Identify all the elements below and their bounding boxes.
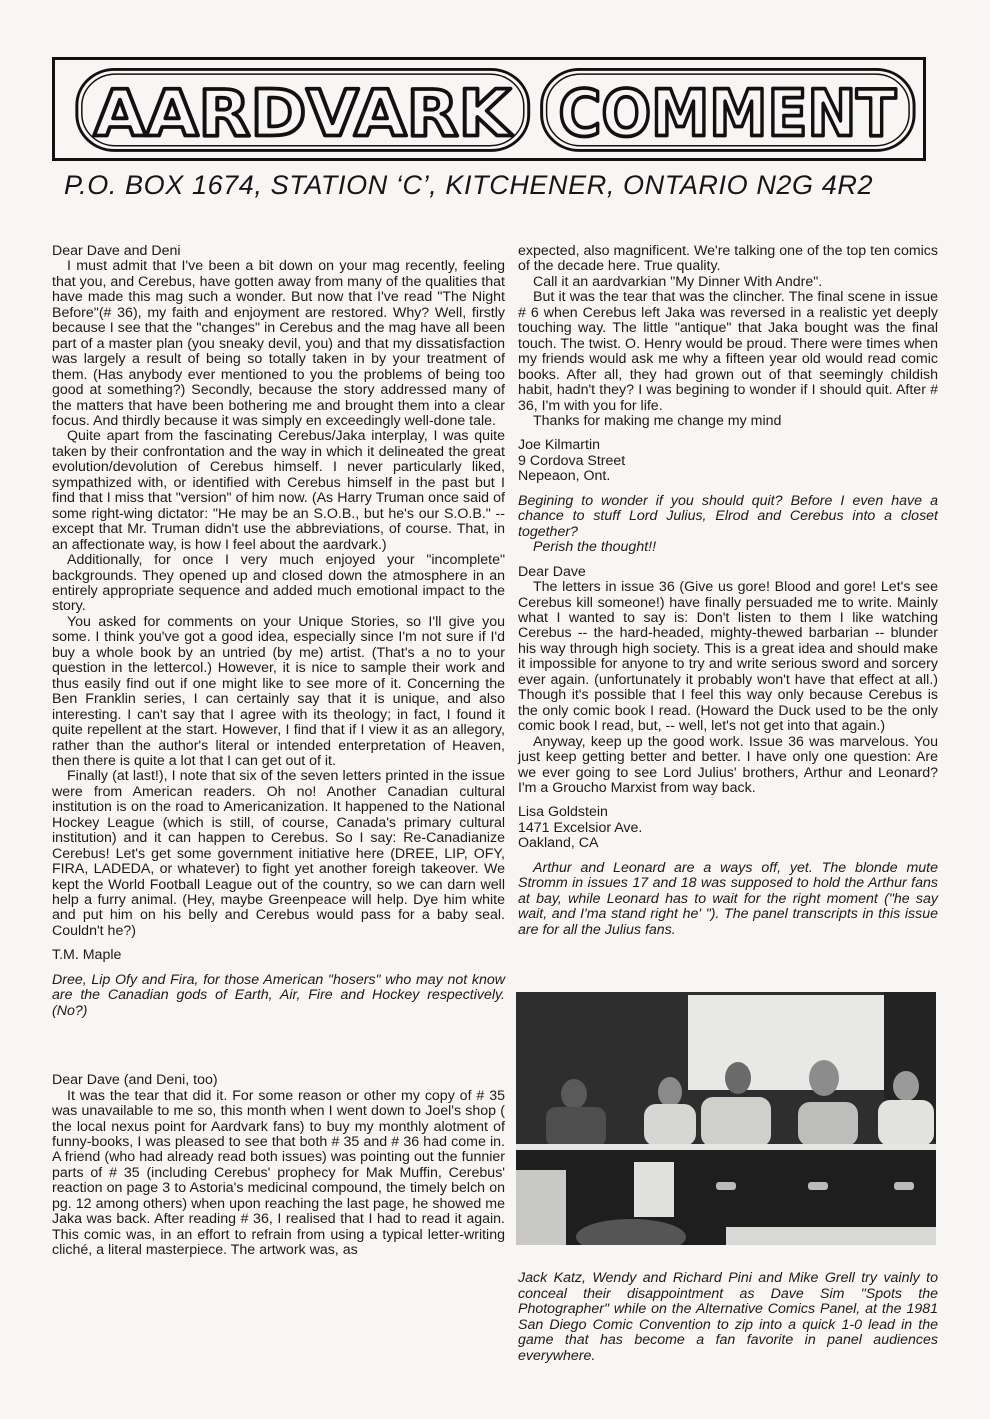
letter-joe-kilmartin-part-2 bbox=[518, 244, 938, 556]
masthead-title-box bbox=[52, 57, 926, 161]
letter-paragraph: Additionally, for once I very much enjoyed your "incomplete" backgrounds. They opened up and closed down the atmosphere in an entirely appropriate sequence and added much emotional impact to the story. bbox=[52, 552, 505, 615]
mailing-address: P.O. BOX 1674, STATION ‘C’, KITCHENER, ONTARIO N2G 4R2 bbox=[64, 170, 874, 200]
photo-caption: Jack Katz, Wendy and Richard Pini and Mike Grell try vainly to conceal their disappointment as Dave Sim "Spots the Photographer" while on the Alternative Comics Panel, at the 1981 San Diego Comic Convention to zip into a quick 1-0 lead in the game that has become a fan favorite in panel audiences everywhere. bbox=[518, 1270, 938, 1364]
letter-paragraph: Quite apart from the fascinating Cerebus/Jaka interplay, I was quite taken by their confrontation and the way in which it delineated the great evolution/devolution of Cerebus himself. I never particularly liked, sympathized with, or identified with Cerebus himself in the past but I find that I miss that "version" of him now. (As Harry Truman once said of some right-wing dictator: "He may be an S.O.B., but he's our S.O.B." -- except that Mr. Truman didn't use the abbreviations, of course. That, in an affectionate way, is how I feel about the aardvark.) bbox=[52, 428, 505, 553]
right-column bbox=[518, 244, 938, 938]
letter-paragraph: Finally (at last!), I note that six of the seven letters printed in the issue were from American readers. Oh no! Another Canadian cultural institution is on the road to Americanization. It happened to the National Hockey League (which is still, of course, Canada's primary cultural institution) and it can happen to Cerebus. So I say: Re-Canadianize Cerebus! Let's get some government initiative here (DREE, LIP, OFY, FIRA, LADEDA, or whatever) to fight yet another foreigh takeover. We kept the World Football League out of the country, so we can darn well help a furry animal. (Hey, maybe Greenpeace will help. Dye him white and put him on his belly and Cerebus would pass for a baby seal. Couldn't he?) bbox=[52, 768, 505, 939]
editor-reply-followup: Perish the thought!! bbox=[533, 539, 657, 556]
letter-paragraph: It was the tear that did it. For some reason or other my copy of # 35 was unavailable to me so, this month when I went down to Joel's shop ( the local nexus point for Aardvark fans) to buy my monthly alotment of funny-books, I was pleased to see that both # 35 and # 36 had come in. A friend (who had already read both issues) was pointing out the funnier parts of # 35 (including Cerebus' prophecy for Mak Muffin, Cerebus' reaction on page 3 to Astoria's medicinal compound, the timely belch on pg. 12 among others) when upon reaching the last page, he showed me Jaka was back. After reading # 36, I realised that I had to read it again. This comic was, in an effort to refrain from using a typical letter-writing cliché, a literal masterpiece. The artwork was, as bbox=[52, 1087, 505, 1259]
left-column bbox=[52, 244, 505, 1259]
letter-signature bbox=[52, 948, 505, 963]
svg-text:AARDVARK: AARDVARK bbox=[93, 76, 513, 151]
letter-salutation: Dear Dave (and Deni, too) bbox=[52, 1072, 218, 1089]
letter-paragraph: I must admit that I've been a bit down on your mag recently, feeling that you, and Cerebus, have gotten away from many of the qualities that have made this mag such a wonder. But now that I've read "The Night Before"(# 36), my faith and enjoyment are restored. Why? Well, firstly because I see that the "changes" in Cerebus and the mag have all been part of a master plan (you sneaky devil, you) and that my dissatisfaction was largely a result of being so totally taken in by your treatment of them. (Has anybody ever mentioned to you the problems of being too good at something?) Secondly, because the story addressed many of the matters that have been bothering me and brought them into a clear focus. And thirdly because it was simply en exceedingly well-done tale. bbox=[52, 258, 505, 429]
editor-reply: Dree, Lip Ofy and Fira, for those American "hosers" who may not know are the Canadian gods of Earth, Air, Fire and Hockey respectively. (No?) bbox=[52, 971, 505, 1019]
signature-street: 9 Cordova Street bbox=[518, 452, 626, 469]
letter-tm-maple bbox=[52, 244, 505, 1019]
signature-name: Joe Kilmartin bbox=[518, 437, 601, 454]
letter-signature bbox=[518, 438, 938, 484]
letter-paragraph: You asked for comments on your Unique Stories, so I'll give you some. I think you've got a good idea, especially since I'm not sure if I'd buy a whole book by an untried (by me) artist. (That's a no to your question in the lettercol.) However, it is nice to sample their work and thus easily find out if one might like to see more of it. Concerning the Ben Franklin series, I can certainly say that it is unique, and also interesting. I can't say that I agree with its theology; in fact, I found it quite repellent at the start. However, I find that if I view it as an allegory, rather than the author's literal or intended enterpretation of Heaven, then there is quite a lot that I can get out of it. bbox=[52, 613, 505, 769]
letter-paragraph: The letters in issue 36 (Give us gore! Blood and gore! Let's see Cerebus kill someone!) have finally persuaded me to write. Mainly what I wanted to say is: Don't listen to them I like watching Cerebus -- the hard-headed, mighty-thewed barbarian -- blunder his way through high society. This is a great idea and should make it impossible for anyone to try and write serious sword and sorcery ever again. (unfortunately it probably won't have that effect at all.) Though it's possible that I feel this way only because Cerebus is the only comic book I read. (Howard the Duck used to be the only comic book I read, but, -- well, let's not get into that again.) bbox=[518, 579, 938, 735]
signature-city: Nepeaon, Ont. bbox=[518, 468, 611, 485]
letter-paragraph: Thanks for making me change my mind bbox=[533, 412, 782, 429]
letter-lisa-goldstein bbox=[518, 565, 938, 938]
letter-signature bbox=[518, 805, 938, 851]
signature-name: T.M. Maple bbox=[52, 947, 122, 964]
signature-street: 1471 Excelsior Ave. bbox=[518, 819, 643, 836]
letter-paragraph: Anyway, keep up the good work. Issue 36 was marvelous. You just keep getting better and better. I have only one question: Are we ever going to see Lord Julius' brothers, Arthur and Leonard? I'm a Groucho Marxist from way back. bbox=[518, 733, 938, 796]
editor-reply: Arthur and Leonard are a ways off, yet. The blonde mute Stromm in issues 17 and 18 was supposed to hold the Arthur fans at bay, while Leonard has to wait for the right moment ("he say wait, and I'ma stand right he' "). The panel transcripts in this issue are for all the Julius fans. bbox=[518, 859, 938, 938]
letter-joe-kilmartin-part-1 bbox=[52, 1073, 505, 1258]
aardvark-comment-logo bbox=[55, 60, 923, 158]
letter-paragraph: expected, also magnificent. We're talking one of the top ten comics of the decade here. True quality. bbox=[518, 243, 938, 275]
panel-photo-image bbox=[516, 992, 936, 1245]
svg-text:COMMENT: COMMENT bbox=[558, 76, 897, 151]
signature-name: Lisa Goldstein bbox=[518, 804, 608, 821]
letter-salutation: Dear Dave bbox=[518, 563, 586, 580]
convention-panel-photo bbox=[516, 992, 936, 1245]
letter-paragraph: Call it an aardvarkian "My Dinner With Andre". bbox=[533, 273, 823, 290]
signature-city: Oakland, CA bbox=[518, 835, 599, 852]
letter-salutation: Dear Dave and Deni bbox=[52, 243, 181, 259]
letter-paragraph: But it was the tear that was the clincher. The final scene in issue # 6 when Cerebus left Jaka was reversed in a realistic yet deeply touching way. The little "antique" that Jaka bought was the final touch. The twist. O. Henry would be proud. There were times when my friends would ask me why a fifteen year old would read comic books. After all, they had grown out of that seemingly childish habit, hadn't they? I was begining to wonder if I should quit. After # 36, I'm with you for life. bbox=[518, 289, 938, 414]
editor-reply: Begining to wonder if you should quit? Before I even have a chance to stuff Lord Julius, Elrod and Cerebus into a closet together? bbox=[518, 492, 938, 540]
